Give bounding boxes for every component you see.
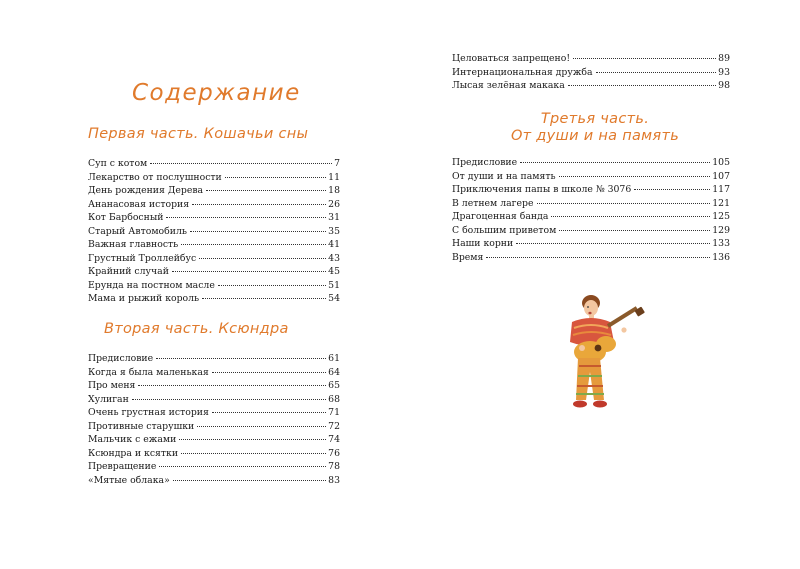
entry-title: От души и на память: [452, 170, 556, 182]
entry-title: Старый Автомобиль: [88, 225, 187, 237]
part2-continued-entries: [452, 50, 730, 91]
entry-title: Противные старушки: [88, 420, 195, 432]
dot-leader: [190, 221, 326, 232]
toc-entry[interactable]: [88, 290, 340, 304]
dot-leader: [132, 389, 326, 400]
dot-leader: [202, 288, 326, 299]
entry-page-number: 51: [328, 279, 340, 291]
entry-page-number: 133: [712, 238, 730, 250]
entry-page-number: 107: [712, 170, 730, 182]
entry-title: Интернациональная дружба: [452, 66, 593, 78]
entry-title: Важная главность: [88, 239, 179, 251]
entry-title: Хулиган: [88, 393, 129, 405]
part2-entries: [88, 350, 340, 485]
entry-page-number: 35: [328, 225, 340, 237]
dot-leader: [573, 48, 716, 59]
dot-leader: [559, 220, 710, 231]
dot-leader: [199, 248, 326, 259]
entry-title: Предисловие: [452, 157, 518, 168]
entry-page-number: 72: [328, 420, 340, 432]
part3-title-line1: Третья часть.: [540, 111, 650, 127]
dot-leader: [537, 193, 711, 204]
dot-leader: [192, 194, 326, 205]
entry-page-number: 43: [328, 252, 340, 264]
dot-leader: [559, 166, 711, 177]
entry-title: Лысая зелёная макака: [452, 80, 565, 92]
entry-title: Предисловие: [88, 353, 154, 364]
dot-leader: [596, 62, 717, 73]
entry-title: Приключения папы в школе № 3076: [452, 184, 632, 196]
dot-leader: [218, 275, 326, 286]
toc-entry[interactable]: [452, 249, 730, 263]
dot-leader: [225, 167, 326, 178]
entry-title: Ананасовая история: [88, 198, 190, 210]
dot-leader: [212, 402, 326, 413]
entry-page-number: 41: [328, 239, 340, 251]
entry-page-number: 76: [328, 447, 340, 459]
entry-title: Крайний случай: [88, 266, 169, 278]
entry-title: Кот Барбосный: [88, 212, 164, 224]
entry-page-number: 98: [718, 80, 730, 92]
part3-entries: [452, 154, 730, 262]
dot-leader: [181, 443, 326, 454]
dot-leader: [172, 261, 326, 272]
entry-page-number: 64: [328, 366, 340, 378]
entry-title: День рождения Дерева: [88, 185, 204, 197]
boy-with-guitar-illustration: [564, 292, 650, 422]
dot-leader: [166, 207, 326, 218]
entry-title: Время: [452, 251, 484, 263]
entry-page-number: 11: [328, 171, 340, 183]
entry-page-number: 74: [328, 434, 340, 446]
entry-title: «Мятые облака»: [88, 474, 170, 486]
entry-page-number: 7: [334, 158, 340, 169]
dot-leader: [159, 456, 326, 467]
entry-page-number: 61: [328, 353, 340, 364]
toc-entry[interactable]: [88, 472, 340, 486]
entry-title: Наши корни: [452, 238, 514, 250]
dot-leader: [150, 153, 332, 164]
entry-page-number: 18: [328, 185, 340, 197]
dot-leader: [516, 233, 710, 244]
entry-page-number: 93: [718, 66, 730, 78]
entry-title: С большим приветом: [452, 224, 557, 236]
part3-title: [490, 111, 700, 145]
dot-leader: [212, 362, 326, 373]
entry-title: Ксюндра и ксятки: [88, 447, 179, 459]
entry-page-number: 65: [328, 380, 340, 392]
part2-title: Вторая часть. Ксюндра: [104, 321, 289, 337]
entry-title: Очень грустная история: [88, 407, 209, 419]
dot-leader: [206, 180, 326, 191]
entry-title: Про меня: [88, 380, 136, 392]
toc-entry[interactable]: [452, 77, 730, 91]
entry-page-number: 68: [328, 393, 340, 405]
dot-leader: [551, 206, 710, 217]
dot-leader: [197, 416, 326, 427]
entry-page-number: 83: [328, 474, 340, 486]
part1-entries: [88, 155, 340, 304]
entry-title: Когда я была маленькая: [88, 366, 209, 378]
entry-page-number: 105: [712, 157, 730, 168]
part1-title: Первая часть. Кошачьи сны: [88, 126, 309, 142]
entry-page-number: 26: [328, 198, 340, 210]
entry-page-number: 31: [328, 212, 340, 224]
entry-title: Превращение: [88, 461, 157, 473]
entry-title: Мальчик с ежами: [88, 434, 177, 446]
entry-page-number: 45: [328, 266, 340, 278]
dot-leader: [156, 348, 326, 359]
entry-title: Лекарство от послушности: [88, 171, 222, 183]
contents-heading: Содержание: [132, 80, 301, 106]
dot-leader: [179, 429, 326, 440]
dot-leader: [486, 247, 710, 258]
entry-page-number: 121: [712, 197, 730, 209]
entry-title: Ерунда на постном масле: [88, 279, 215, 291]
entry-page-number: 71: [328, 407, 340, 419]
right-page: [400, 0, 800, 569]
entry-page-number: 129: [712, 224, 730, 236]
entry-title: Драгоценная банда: [452, 211, 549, 223]
entry-page-number: 117: [712, 184, 730, 196]
entry-page-number: 136: [712, 251, 730, 263]
dot-leader: [138, 375, 326, 386]
entry-title: Суп с котом: [88, 158, 148, 169]
dot-leader: [173, 470, 326, 481]
dot-leader: [520, 152, 710, 163]
entry-title: Целоваться запрещено!: [452, 53, 571, 64]
dot-leader: [181, 234, 326, 245]
entry-page-number: 54: [328, 293, 340, 305]
entry-page-number: 89: [718, 53, 730, 64]
entry-page-number: 78: [328, 461, 340, 473]
entry-page-number: 125: [712, 211, 730, 223]
entry-title: Мама и рыжий король: [88, 293, 200, 305]
dot-leader: [634, 179, 710, 190]
entry-title: Грустный Троллейбус: [88, 252, 197, 264]
dot-leader: [568, 75, 716, 86]
entry-title: В летнем лагере: [452, 197, 534, 209]
part3-title-line2: От души и на память: [510, 128, 680, 144]
